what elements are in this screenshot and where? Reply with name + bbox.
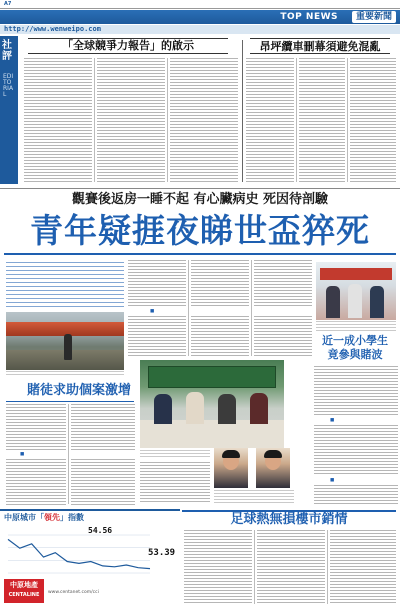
main-story-body-col-3: [254, 260, 312, 308]
centaline-logo: [4, 579, 44, 603]
editorial-band-title: 社評: [2, 40, 12, 62]
event-photo: [316, 262, 396, 320]
index-series-line: [8, 539, 150, 568]
right-subhead-1: ■: [330, 418, 335, 423]
page-header-strip: [0, 0, 400, 9]
section-label: TOP NEWS: [280, 12, 338, 22]
editorial-divider: [242, 40, 243, 182]
index-value-1: 54.56: [88, 526, 113, 535]
chart-gridlines: [8, 535, 150, 573]
main-story-body-col-1b: [128, 316, 186, 356]
football-body-col-3: [330, 530, 396, 604]
right-story-headline-line2: 竟參與賭波: [327, 348, 383, 361]
right-story-body-3: [314, 485, 398, 505]
right-story-headline-line1: 近一成小學生: [322, 334, 388, 347]
index-ad-title-prefix: 中原城市「: [4, 513, 44, 522]
column-divider: [296, 58, 297, 182]
main-story-body-col-1: [128, 260, 186, 308]
editorial-band: [0, 36, 18, 184]
gambling-story-headline: 賭徒求助個案激增: [26, 383, 131, 398]
column-divider: [327, 530, 328, 604]
headline-rule: [4, 253, 396, 255]
subhead-1: ■: [150, 309, 155, 314]
ad-footer-url[interactable]: www.centanet.com/cci: [48, 590, 99, 595]
index-line-chart: [4, 521, 154, 577]
editorial-1-title: 「全球競爭力報告」的啟示: [28, 38, 228, 54]
main-story-headline: 青年疑捱夜睇世盃猝死: [30, 211, 370, 250]
press-photo-caption: [140, 450, 210, 458]
column-divider: [94, 58, 95, 182]
column-divider: [251, 260, 252, 356]
editorial-2-title: 昂坪纜車刪幕須避免混亂: [250, 38, 390, 54]
editorial-2-body-col-2: [299, 58, 345, 182]
gambling-body-col-2b: [71, 459, 135, 505]
center-bottom-body: [140, 462, 210, 504]
section-bar: [0, 10, 400, 24]
index-value-2: 53.39: [148, 548, 176, 558]
gambling-body-col-2: [71, 404, 135, 450]
portrait-photo-2: [256, 448, 290, 488]
gambling-body-col-1b: [6, 459, 66, 505]
editorial-1-body-col-2: [97, 58, 165, 182]
right-story-body-2: [314, 425, 398, 475]
football-body-col-1: [184, 530, 252, 604]
editorial-1-body-col-1: [24, 58, 92, 182]
column-divider: [167, 58, 168, 182]
url-bar: [0, 25, 400, 34]
index-ad-title-highlight: 領先: [44, 513, 60, 522]
editorial-1-body-col-3: [170, 58, 238, 182]
portrait-captions: [214, 490, 294, 504]
right-subhead-2: ■: [330, 478, 335, 483]
index-ad-title-suffix: 」指數: [60, 513, 84, 522]
page-number: A7: [4, 1, 12, 7]
column-divider: [68, 404, 69, 504]
gambling-subhead: ■: [20, 452, 25, 457]
editorial-2-body-col-1: [246, 58, 294, 182]
football-story-headline: 足球熱無損樓市銷情: [182, 510, 396, 526]
station-photo-caption: [6, 371, 124, 377]
right-story-body-1: [314, 366, 398, 416]
main-story-kicker: 觀賽後返房一睡不起 有心臟病史 死因待剖驗: [0, 188, 400, 210]
column-divider: [254, 530, 255, 604]
main-story-body-col-2b: [191, 316, 249, 356]
logo-text-zh: 中原地產: [10, 581, 38, 589]
site-url[interactable]: http://www.wenweipo.com: [4, 25, 101, 33]
main-story-body-col-2: [191, 260, 249, 308]
main-story-lead-text: [6, 262, 124, 308]
event-photo-caption: [316, 321, 396, 331]
gambling-body-col-1: [6, 404, 66, 450]
portrait-photo-1: [214, 448, 248, 488]
football-body-col-2: [257, 530, 325, 604]
section-tag: 重要新聞: [352, 11, 396, 23]
main-story-body-col-3b: [254, 316, 312, 356]
editorial-2-body-col-3: [350, 58, 396, 182]
station-photo: [6, 312, 124, 370]
column-divider: [347, 58, 348, 182]
logo-text-en: CENTALINE: [8, 592, 40, 598]
gambling-headline-rule: [6, 401, 134, 402]
column-divider: [188, 260, 189, 356]
press-conference-photo: [140, 360, 284, 448]
editorial-band-subtitle: EDITORIAL: [3, 73, 14, 98]
